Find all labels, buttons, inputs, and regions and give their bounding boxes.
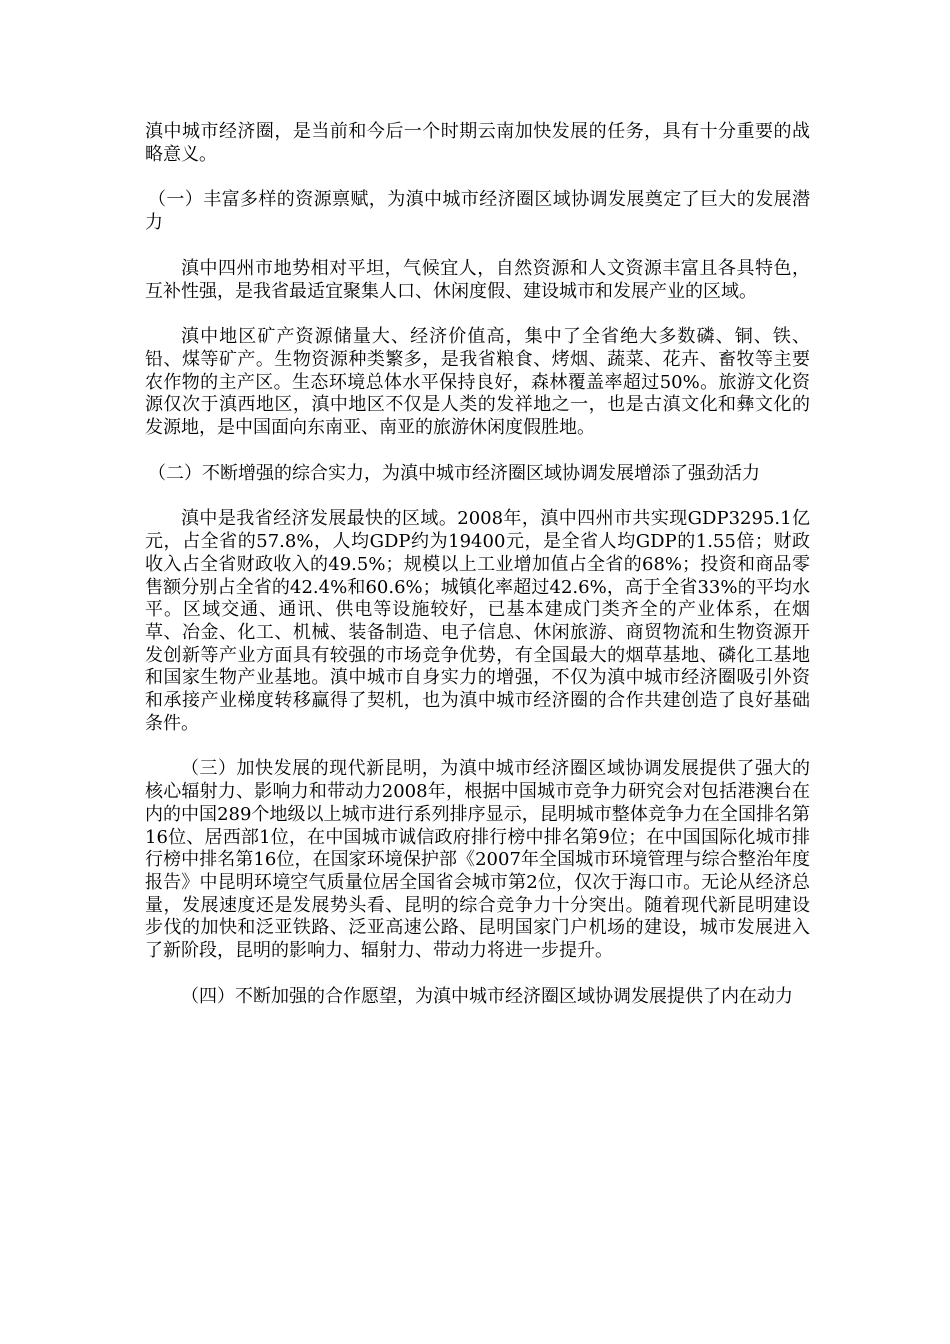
section-1-paragraph-1: 滇中四州市地势相对平坦，气候宜人，自然资源和人文资源丰富且各具特色，互补性强，是我省最适宜聚集人口、休闲度假、建设城市和发展产业的区域。 [145,257,810,302]
section-1-heading: （一）丰富多样的资源禀赋，为滇中城市经济圈区域协调发展奠定了巨大的发展潜力 [145,189,810,234]
section-3-paragraph: （三）加快发展的现代新昆明，为滇中城市经济圈区域协调发展提供了强大的核心辐射力、影响力和带动力2008年，根据中国城市竞争力研究会对包括港澳台在内的中国289个地级以上城市进行系列排序显示，昆明城市整体竞争力在全国排名第16位、居西部1位，在中国城市诚信政府排行榜中排名第9位；在中国国际化城市排行榜中排名第16位，在国家环境保护部《2007年全国城市环境管理与综合整治年度报告》中昆明环境空气质量位居全国省会城市第2位，仅次于海口市。无论从经济总量，发展速度还是发展势头看、昆明的综合竞争力十分突出。随着现代新昆明建设步伐的加快和泛亚铁路、泛亚高速公路、昆明国家门户机场的建设，城市发展进入了新阶段，昆明的影响力、辐射力、带动力将进一步提升。 [145,758,810,962]
document-page [145,121,810,1009]
section-1-paragraph-2: 滇中地区矿产资源储量大、经济价值高，集中了全省绝大多数磷、铜、铁、铅、煤等矿产。生物资源种类繁多，是我省粮食、烤烟、蔬菜、花卉、畜牧等主要农作物的主产区。生态环境总体水平保持良好，森林覆盖率超过50%。旅游文化资源仅次于滇西地区，滇中地区不仅是人类的发祥地之一，也是古滇文化和彝文化的发源地，是中国面向东南亚、南亚的旅游休闲度假胜地。 [145,326,810,439]
section-2-paragraph-1: 滇中是我省经济发展最快的区域。2008年，滇中四州市共实现GDP3295.1亿元，占全省的57.8%，人均GDP约为19400元，是全省人均GDP的1.55倍；财政收入占全省财政收入的49.5%；规模以上工业增加值占全省的68%；投资和商品零售额分别占全省的42.4%和60.6%；城镇化率超过42.6%，高于全省33%的平均水平。区域交通、通讯、供电等设施较好，已基本建成门类齐全的产业体系，在烟草、冶金、化工、机械、装备制造、电子信息、休闲旅游、商贸物流和生物资源开发创新等产业方面具有较强的市场竞争优势，有全国最大的烟草基地、磷化工基地和国家生物产业基地。滇中城市自身实力的增强，不仅为滇中城市经济圈吸引外资和承接产业梯度转移赢得了契机，也为滇中城市经济圈的合作共建创造了良好基础条件。 [145,508,810,734]
section-2-heading: （二）不断增强的综合实力，为滇中城市经济圈区域协调发展增添了强劲活力 [148,462,760,484]
section-4-heading: （四）不断加强的合作愿望，为滇中城市经济圈区域协调发展提供了内在动力 [181,985,793,1007]
intro-continued-paragraph: 滇中城市经济圈，是当前和今后一个时期云南加快发展的任务，具有十分重要的战略意义。 [145,121,810,165]
